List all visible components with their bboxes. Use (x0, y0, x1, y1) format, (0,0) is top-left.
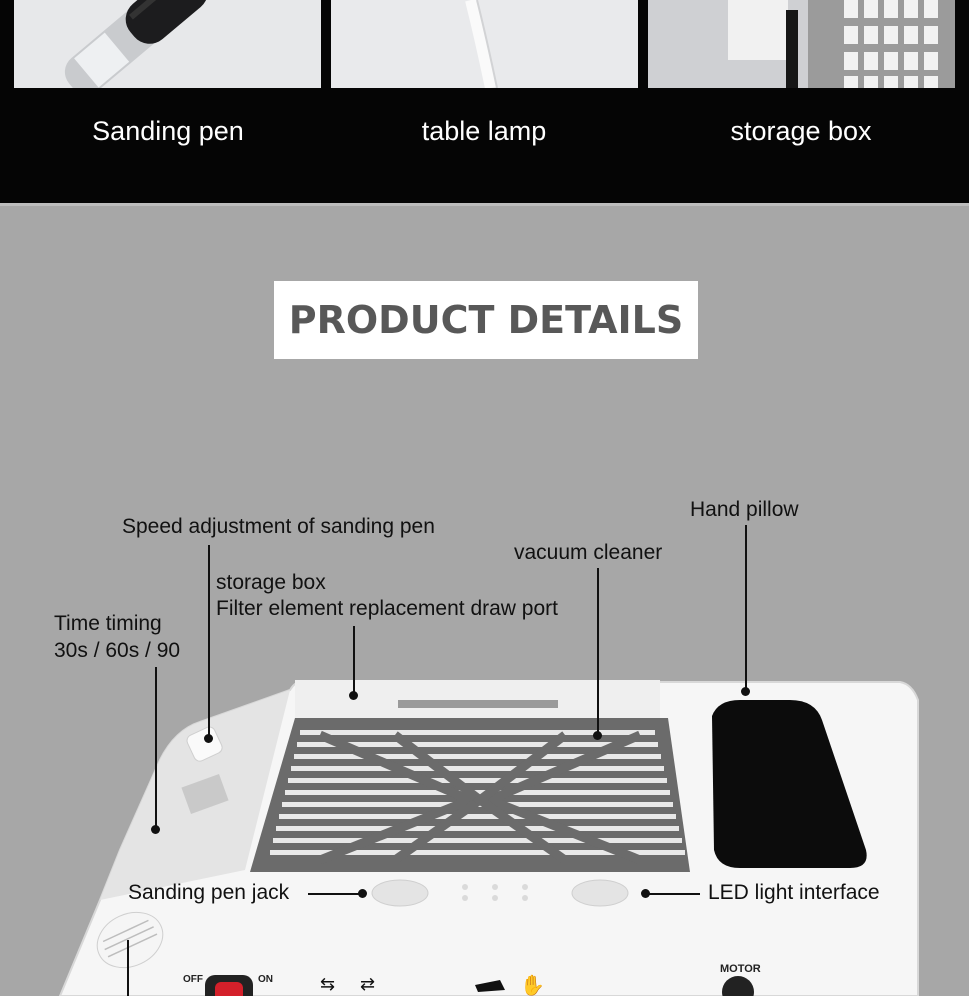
callout-speed-adjustment: Speed adjustment of sanding pen (122, 515, 435, 538)
callout-vacuum-cleaner: vacuum cleaner (514, 541, 663, 564)
leader-dot-timer (151, 825, 160, 834)
leader-dot-pen-jack (358, 889, 367, 898)
callout-storage-box: storage box (216, 571, 326, 594)
callout-led-interface: LED light interface (708, 881, 880, 904)
section-title-box (274, 281, 698, 359)
storage-box-photo (648, 0, 955, 88)
leader-line-storage (353, 626, 355, 696)
motor-label: MOTOR (720, 963, 761, 975)
switch-off-label: OFF (183, 974, 203, 985)
table-lamp-photo (331, 0, 638, 88)
leader-line-vacuum (597, 568, 599, 736)
direction-reverse-icon: ⇄ (360, 974, 376, 995)
caption-sanding-pen: Sanding pen (92, 116, 244, 146)
switch-on-label: ON (258, 974, 273, 985)
leader-line-hand-pillow (745, 525, 747, 691)
divider (0, 203, 969, 206)
leader-dot-speed (204, 734, 213, 743)
section-title: PRODUCT DETAILS (288, 298, 684, 342)
leader-dot-led (641, 889, 650, 898)
leader-line-timer (155, 667, 157, 829)
leader-line-speed (208, 545, 210, 738)
callout-sanding-pen-jack: Sanding pen jack (128, 881, 290, 904)
caption-table-lamp: table lamp (421, 116, 547, 146)
leader-dot-storage (349, 691, 358, 700)
leader-line-knob (127, 940, 129, 996)
leader-line-pen-jack (308, 893, 362, 895)
direction-forward-icon: ⇆ (320, 974, 336, 995)
leader-dot-vacuum (593, 731, 602, 740)
leader-dot-hand-pillow (741, 687, 750, 696)
callout-time-options: 30s / 60s / 90 (54, 639, 181, 662)
callout-filter-draw-port: Filter element replacement draw port (216, 597, 558, 620)
callout-time-timing: Time timing (54, 612, 162, 635)
callout-hand-pillow: Hand pillow (690, 498, 799, 521)
caption-storage-box: storage box (730, 116, 872, 146)
hand-icon: ✋ (520, 973, 545, 996)
leader-line-led (648, 893, 700, 895)
sanding-pen-photo (14, 0, 321, 88)
accessory-band (0, 0, 969, 203)
